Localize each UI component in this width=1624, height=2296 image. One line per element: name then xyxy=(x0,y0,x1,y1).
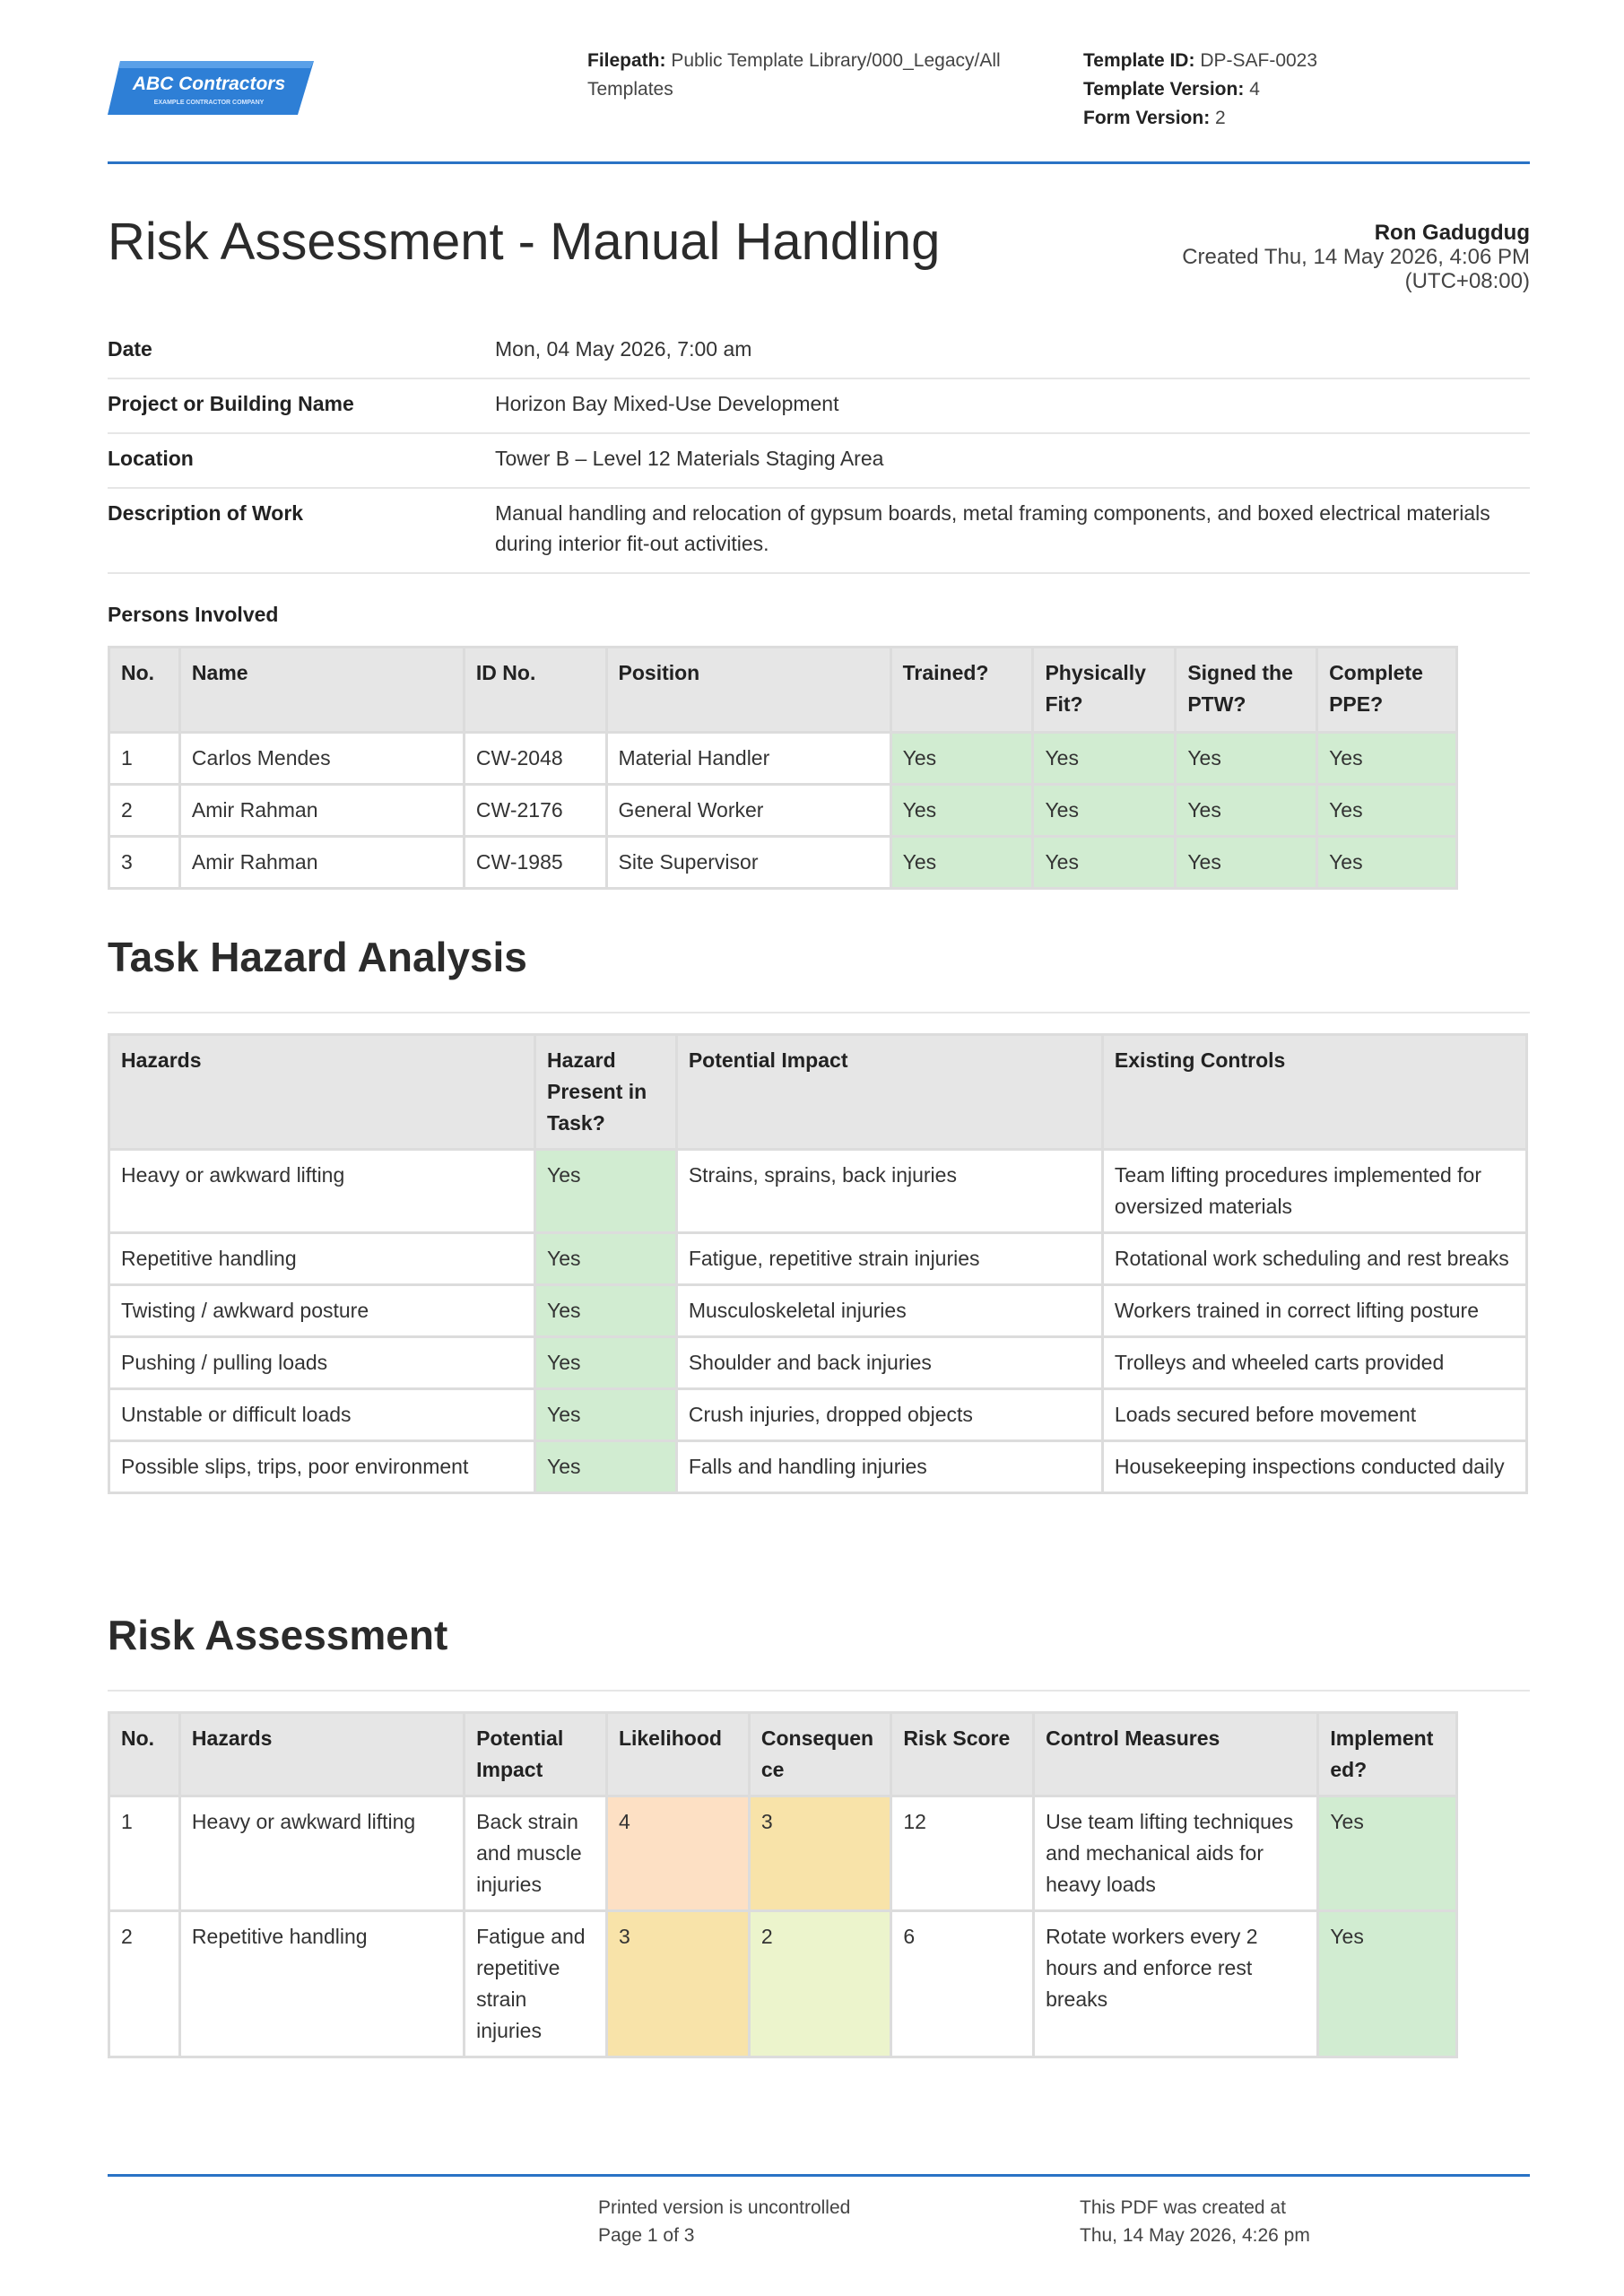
table-cell: Fatigue, repetitive strain injuries xyxy=(676,1233,1102,1285)
template-id-label: Template ID: xyxy=(1083,50,1195,71)
table-cell: Rotate workers every 2 hours and enforce rest breaks xyxy=(1034,1911,1318,2057)
info-row-description xyxy=(108,488,1530,573)
table-cell: 1 xyxy=(109,733,180,785)
page-number: Page 1 of 3 xyxy=(598,2225,695,2246)
column-header: Trained? xyxy=(890,648,1033,733)
table-cell: Heavy or awkward lifting xyxy=(109,1150,535,1233)
yes-cell: Yes xyxy=(1033,733,1176,785)
table-cell: 2 xyxy=(109,785,180,837)
yes-cell: Yes xyxy=(534,1389,676,1441)
column-header: Potential Impact xyxy=(676,1035,1102,1150)
created-timezone: (UTC+08:00) xyxy=(1404,269,1530,293)
table-cell: CW-2176 xyxy=(464,785,606,837)
table-cell: General Worker xyxy=(606,785,890,837)
document-title: Risk Assessment - Manual Handling xyxy=(108,213,941,271)
info-label: Description of Work xyxy=(108,488,495,573)
table-cell: Team lifting procedures implemented for oversized materials xyxy=(1102,1150,1526,1233)
table-row xyxy=(109,1389,1527,1441)
persons-involved-label: Persons Involved xyxy=(108,603,279,626)
info-table xyxy=(108,325,1530,574)
table-cell: Possible slips, trips, poor environment xyxy=(109,1441,535,1493)
table-cell: Strains, sprains, back injuries xyxy=(676,1150,1102,1233)
table-row xyxy=(109,837,1457,889)
column-header: Implemented? xyxy=(1318,1713,1457,1796)
hazard-analysis-table xyxy=(108,1033,1528,1494)
creator-block xyxy=(1182,221,1530,293)
table-cell: Loads secured before movement xyxy=(1102,1389,1526,1441)
consequence-cell: 2 xyxy=(749,1911,891,2057)
table-cell: Site Supervisor xyxy=(606,837,890,889)
risk-assessment-table xyxy=(108,1711,1458,2058)
info-value: Tower B – Level 12 Materials Staging Area xyxy=(495,433,1530,488)
column-header: Physically Fit? xyxy=(1033,648,1176,733)
table-cell: Heavy or awkward lifting xyxy=(179,1796,464,1911)
yes-cell: Yes xyxy=(1317,785,1457,837)
yes-cell: Yes xyxy=(1033,785,1176,837)
table-cell: Falls and handling injuries xyxy=(676,1441,1102,1493)
footer-right xyxy=(1080,2194,1310,2249)
column-header: Risk Score xyxy=(891,1713,1034,1796)
template-version-label: Template Version: xyxy=(1083,79,1245,100)
table-cell: Amir Rahman xyxy=(179,785,464,837)
table-header-row xyxy=(109,1035,1527,1150)
table-cell: Amir Rahman xyxy=(179,837,464,889)
yes-cell: Yes xyxy=(534,1285,676,1337)
created-date: Created Thu, 14 May 2026, 4:06 PM xyxy=(1182,245,1530,269)
section-divider xyxy=(108,1012,1530,1013)
table-cell: Housekeeping inspections conducted daily xyxy=(1102,1441,1526,1493)
template-id-value: DP-SAF-0023 xyxy=(1200,50,1318,71)
info-row-project xyxy=(108,378,1530,433)
column-header: ID No. xyxy=(464,648,606,733)
column-header: No. xyxy=(109,1713,180,1796)
consequence-cell: 3 xyxy=(749,1796,891,1911)
logo-tagline: EXAMPLE CONTRACTOR COMPANY xyxy=(153,100,265,106)
yes-cell: Yes xyxy=(1317,837,1457,889)
info-label: Date xyxy=(108,325,495,378)
form-version-label: Form Version: xyxy=(1083,108,1211,128)
info-label: Project or Building Name xyxy=(108,378,495,433)
yes-cell: Yes xyxy=(534,1233,676,1285)
column-header: Hazard Present in Task? xyxy=(534,1035,676,1150)
yes-cell: Yes xyxy=(1318,1911,1457,2057)
table-cell: 3 xyxy=(109,837,180,889)
info-value: Horizon Bay Mixed-Use Development xyxy=(495,378,1530,433)
table-cell: Twisting / awkward posture xyxy=(109,1285,535,1337)
table-row xyxy=(109,1150,1527,1233)
form-version-value: 2 xyxy=(1215,108,1226,128)
table-cell: Fatigue and repetitive strain injuries xyxy=(465,1911,607,2057)
header-divider xyxy=(108,161,1530,164)
column-header: Hazards xyxy=(109,1035,535,1150)
pdf-created-label: This PDF was created at xyxy=(1080,2197,1286,2218)
table-cell: Musculoskeletal injuries xyxy=(676,1285,1102,1337)
table-row xyxy=(109,1911,1457,2057)
column-header: Position xyxy=(606,648,890,733)
column-header: Likelihood xyxy=(606,1713,749,1796)
info-value: Manual handling and relocation of gypsum boards, metal framing components, and boxed electrical materials during interior fit-out activities. xyxy=(495,488,1530,573)
section-title-hazard-analysis: Task Hazard Analysis xyxy=(108,934,527,980)
info-label: Location xyxy=(108,433,495,488)
info-row-date xyxy=(108,325,1530,378)
footer-left xyxy=(598,2194,850,2249)
yes-cell: Yes xyxy=(1176,837,1317,889)
table-row xyxy=(109,1337,1527,1389)
yes-cell: Yes xyxy=(890,785,1033,837)
table-cell: Repetitive handling xyxy=(179,1911,464,2057)
company-logo xyxy=(108,59,314,117)
filepath-value: Public Template Library/000_Legacy/All Templates xyxy=(587,50,1001,100)
table-cell: CW-1985 xyxy=(464,837,606,889)
column-header: Control Measures xyxy=(1034,1713,1318,1796)
table-header-row xyxy=(109,1713,1457,1796)
table-row xyxy=(109,1285,1527,1337)
column-header: Name xyxy=(179,648,464,733)
yes-cell: Yes xyxy=(534,1441,676,1493)
pdf-created-date: Thu, 14 May 2026, 4:26 pm xyxy=(1080,2225,1310,2246)
section-divider xyxy=(108,1690,1530,1692)
table-cell: CW-2048 xyxy=(464,733,606,785)
yes-cell: Yes xyxy=(534,1150,676,1233)
likelihood-cell: 4 xyxy=(606,1796,749,1911)
column-header: Existing Controls xyxy=(1102,1035,1526,1150)
table-cell: Material Handler xyxy=(606,733,890,785)
table-cell: Back strain and muscle injuries xyxy=(465,1796,607,1911)
table-cell: Repetitive handling xyxy=(109,1233,535,1285)
table-cell: Shoulder and back injuries xyxy=(676,1337,1102,1389)
column-header: Complete PPE? xyxy=(1317,648,1457,733)
filepath-label: Filepath: xyxy=(587,50,666,71)
info-value: Mon, 04 May 2026, 7:00 am xyxy=(495,325,1530,378)
template-version-value: 4 xyxy=(1249,79,1260,100)
table-row xyxy=(109,1233,1527,1285)
creator-name: Ron Gadugdug xyxy=(1374,221,1530,245)
column-header: Potential Impact xyxy=(465,1713,607,1796)
yes-cell: Yes xyxy=(1318,1796,1457,1911)
yes-cell: Yes xyxy=(534,1337,676,1389)
footer-divider xyxy=(108,2174,1530,2177)
yes-cell: Yes xyxy=(1176,733,1317,785)
uncontrolled-note: Printed version is uncontrolled xyxy=(598,2197,851,2218)
filepath-block xyxy=(587,47,1027,104)
table-row xyxy=(109,733,1457,785)
risk-score-cell: 12 xyxy=(891,1796,1034,1911)
yes-cell: Yes xyxy=(890,837,1033,889)
table-cell: Rotational work scheduling and rest breaks xyxy=(1102,1233,1526,1285)
table-cell: Pushing / pulling loads xyxy=(109,1337,535,1389)
table-row xyxy=(109,1441,1527,1493)
column-header: Hazards xyxy=(179,1713,464,1796)
section-title-risk-assessment: Risk Assessment xyxy=(108,1612,448,1658)
table-header-row xyxy=(109,648,1457,733)
column-header: No. xyxy=(109,648,180,733)
table-cell: Crush injuries, dropped objects xyxy=(676,1389,1102,1441)
table-row xyxy=(109,1796,1457,1911)
table-cell: 2 xyxy=(109,1911,180,2057)
yes-cell: Yes xyxy=(1176,785,1317,837)
table-cell: Carlos Mendes xyxy=(179,733,464,785)
yes-cell: Yes xyxy=(1033,837,1176,889)
table-cell: Use team lifting techniques and mechanical aids for heavy loads xyxy=(1034,1796,1318,1911)
table-cell: Workers trained in correct lifting posture xyxy=(1102,1285,1526,1337)
table-cell: Unstable or difficult loads xyxy=(109,1389,535,1441)
table-cell: 1 xyxy=(109,1796,180,1911)
table-row xyxy=(109,785,1457,837)
persons-table xyxy=(108,646,1458,890)
yes-cell: Yes xyxy=(1317,733,1457,785)
table-cell: Trolleys and wheeled carts provided xyxy=(1102,1337,1526,1389)
column-header: Consequence xyxy=(749,1713,891,1796)
info-row-location xyxy=(108,433,1530,488)
logo-name: ABC Contractors xyxy=(132,74,286,94)
likelihood-cell: 3 xyxy=(606,1911,749,2057)
template-info-block xyxy=(1083,47,1460,133)
risk-score-cell: 6 xyxy=(891,1911,1034,2057)
yes-cell: Yes xyxy=(890,733,1033,785)
column-header: Signed the PTW? xyxy=(1176,648,1317,733)
